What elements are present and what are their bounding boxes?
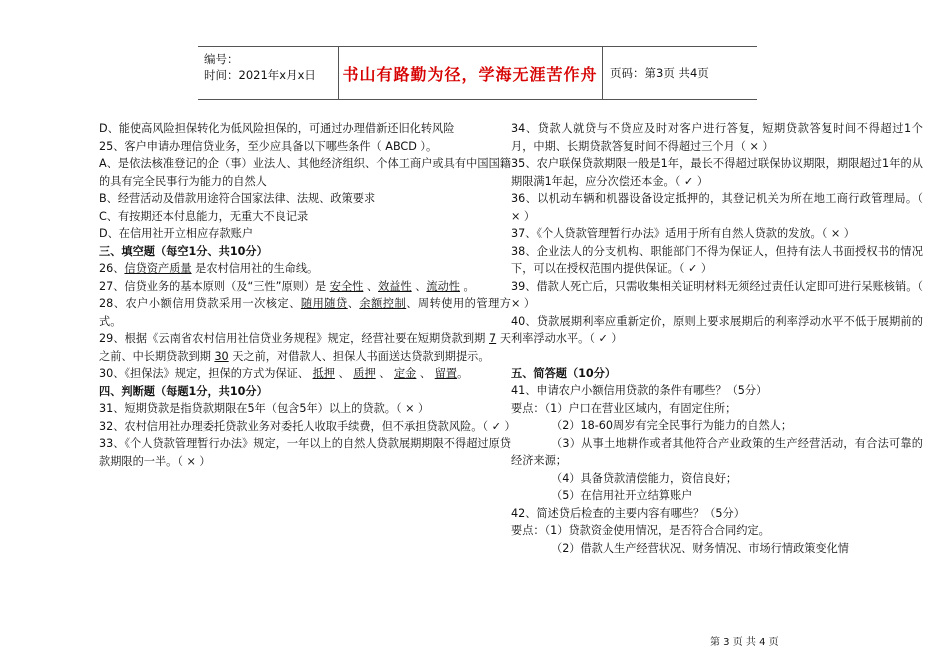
right-column [511,120,923,557]
question-35: 35、农户联保贷款期限一般是1年，最长不得超过联保协议期限，期限超过1年的从期限满1年起，应分次偿还本金。（ ✓ ） [511,157,923,188]
question-41: 41、申请农户小额信用贷款的条件有哪些？（5分） [511,384,768,397]
page-footer: 第 3 页 共 4 页 [710,637,779,648]
header-motto: 书山有路勤为径，学海无涯苦作舟 [342,64,598,84]
header-page-number: 页码：第3页 共4页 [610,66,709,80]
question-38: 38、企业法人的分支机构、职能部门不得为保证人，但持有法人书面授权书的情况下，可以在授权范围内提供保证。（ ✓ ） [511,244,923,275]
question-36: 36、以机动车辆和机器设备设定抵押的，其登记机关为所在地工商行政管理局。（ × ） [511,192,923,223]
code-label: 编号： [204,52,239,66]
question-31: 31、短期贷款是指贷款期限在5年（包含5年）以上的贷款。（ × ） [99,402,430,415]
answer-42-point-1: 要点：（1）贷款资金使用情况，是否符合合同约定。 [511,524,770,537]
section-short-answer-heading: 五、简答题（10分） [511,366,617,380]
answer-41-point-5: （5）在信用社开立结算账户 [551,489,693,502]
question-27: 27、信贷业务的基本原则（及“三性”原则）是 安全性 、效益性 、流动性 。 [99,279,475,293]
option-d: D、在信用社开立相应存款账户 [99,227,254,240]
question-42: 42、简述贷后检查的主要内容有哪些？（5分） [511,506,745,520]
question-25: 25、客户申请办理信贷业务，至少应具备以下哪些条件（ ABCD ）。 [99,139,438,153]
option-c: C、有按期还本付息能力，无重大不良记录 [99,209,309,223]
question-28: 28、农户小额信用贷款采用一次核定、随用随贷、余额控制、周转使用的管理方式。 [99,297,511,328]
question-33: 33、《个人贷款管理暂行办法》规定，一年以上的自然人贷款展期期限不得超过原贷款期限的一半。（ × ） [99,437,511,468]
answer-41-point-1: 要点：（1）户口在营业区域内，有固定住所； [511,401,737,415]
spacer [511,348,923,365]
question-34: 34、贷款人就贷与不贷应及时对客户进行答复，短期贷款答复时间不得超过1个月，中期、长期贷款答复时间不得超过三个月（ × ） [511,122,923,153]
option-a: A、是依法核准登记的企（事）业法人、其他经济组织、个体工商户或具有中国国籍的具有完全民事行为能力的自然人 [99,157,511,188]
time-label: 时间：2021年x月x日 [204,68,316,82]
answer-42-point-2: （2）借款人生产经营状况、财务情况、市场行情政策变化情 [551,541,849,555]
option-b: B、经营活动及借款用途符合国家法律、法规、政策要求 [99,192,376,205]
header-info [204,51,334,83]
question-32: 32、农村信用社办理委托贷款业务对委托人收取手续费，但不承担贷款风险。（ ✓ ） [99,419,516,433]
answer-41-point-4: （4）具备贷款清偿能力，资信良好； [551,471,738,485]
question-37: 37、《个人贷款管理暂行办法》适用于所有自然人贷款的发放。（ × ） [511,227,855,240]
question-40: 40、贷款展期利率应重新定价，原则上要求展期后的利率浮动水平不低于展期前的利率浮动水平。（ ✓ ） [511,314,923,345]
question-30: 30、《担保法》规定，担保的方式为保证、 抵押 、 质押 、 定金 、 留置。 [99,367,469,380]
section-fill-blank-heading: 三、填空题（每空1分、共10分） [99,244,268,258]
left-column [99,120,516,470]
answer-41-point-3: （3）从事土地耕作或者其他符合产业政策的生产经营活动，有合法可靠的经济来源； [511,436,923,467]
question-29: 29、根据《云南省农村信用社信贷业务规程》规定，经营社要在短期贷款到期 7 天之前、中长期贷款到期 30 天之前，对借款人、担保人书面送达贷款到期提示。 [99,332,512,363]
header-divider [602,47,603,99]
page-header [198,46,757,100]
question-39: 39、借款人死亡后，只需收集相关证明材料无须经过责任认定即可进行呆账核销。（ × ） [511,279,923,310]
answer-41-point-2: （2）18-60周岁有完全民事行为能力的自然人； [551,419,793,432]
question-26: 26、信贷资产质量 是农村信用社的生命线。 [99,262,319,275]
section-true-false-heading: 四、判断题（每题1分，共10分） [99,384,268,398]
option-d-risk: D、能使高风险担保转化为低风险担保的，可通过办理借新还旧化转风险 [99,122,455,135]
